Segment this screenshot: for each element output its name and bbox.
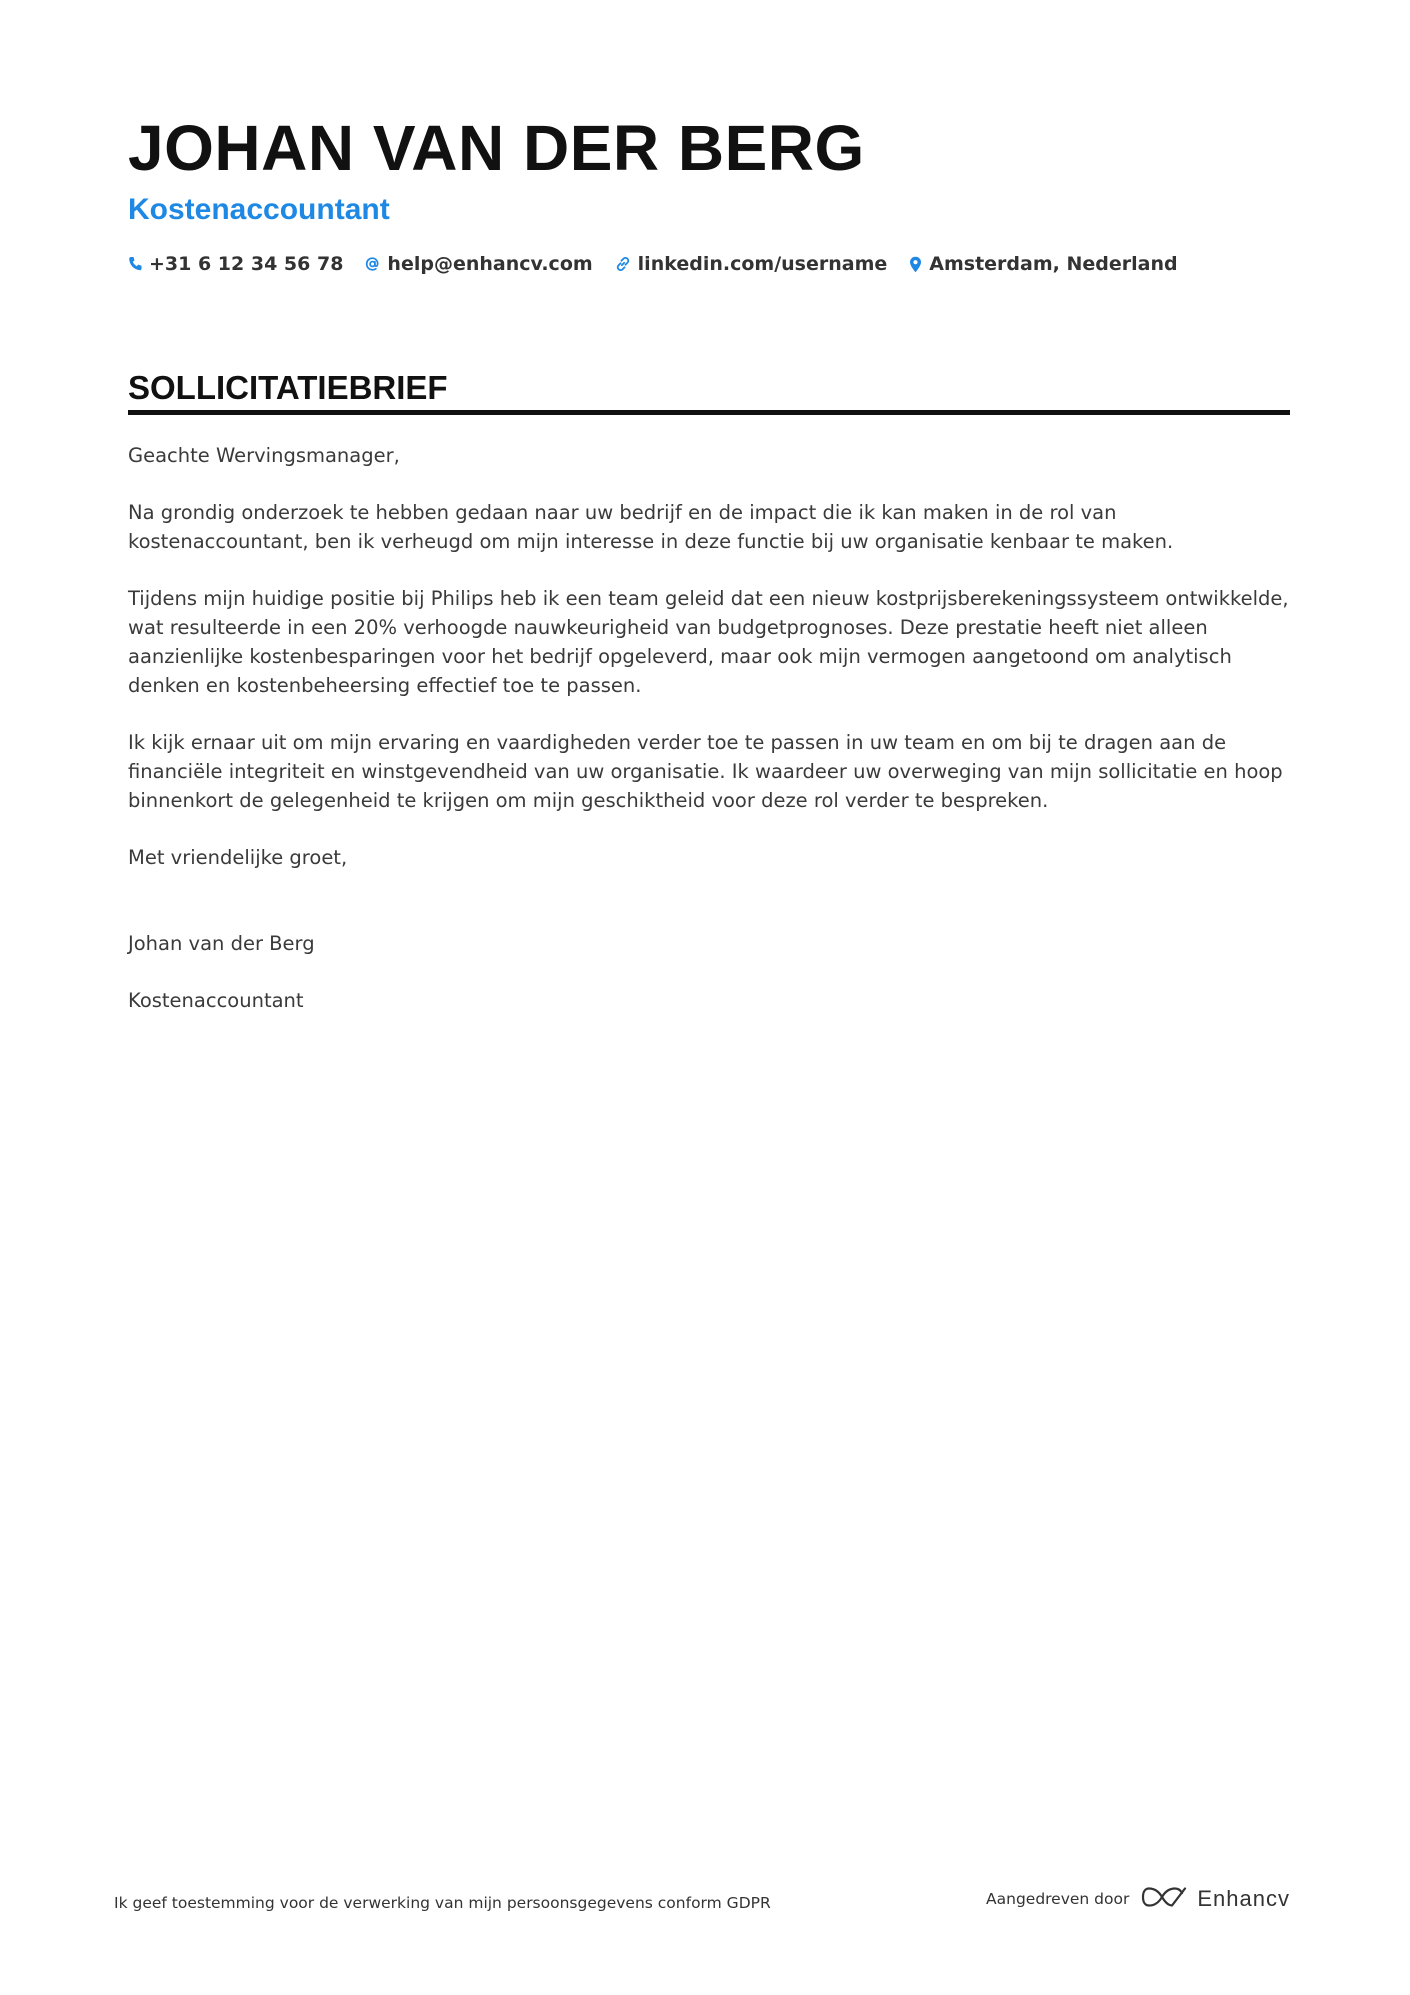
contact-phone[interactable] [128,253,343,275]
section-title: SOLLICITATIEBRIEF [128,369,448,406]
signature-title: Kostenaccountant [128,989,304,1012]
letter-body [128,441,1290,1043]
powered-by-label: Aangedreven door [986,1890,1130,1908]
location-text: Amsterdam, Nederland [929,253,1178,275]
contact-location [909,253,1177,275]
letter-paragraph: Ik kijk ernaar uit om mijn ervaring en vaardigheden verder toe te passen in uw team en om bij te dragen aan de financiële integriteit en winstgevendheid van uw organisatie. Ik waardeer uw overweging van mijn sollicitatie en hoop binnenkort de gelegenheid te krijgen om mijn geschiktheid voor deze rol verder te bespreken. [128,731,1283,812]
letter-closing: Met vriendelijke groet, [128,846,348,869]
contact-linkedin[interactable] [615,253,888,275]
contact-email[interactable] [365,253,592,275]
letter-paragraph: Tijdens mijn huidige positie bij Philips heb ik een team geleid dat een nieuw kostprijsberekeningssysteem ontwikkelde, wat resulteerde in een 20% verhoogde nauwkeurigheid van budgetprognoses. Deze prestatie heeft niet alleen aanzienlijke kostenbesparingen voor het bedrijf opgeleverd, maar ook mijn vermogen aangetoond om analytisch denken en kostenbeheersing effectief toe te passen. [128,587,1289,697]
applicant-role: Kostenaccountant [128,193,390,226]
link-icon [615,256,638,272]
letter-paragraph: Na grondig onderzoek te hebben gedaan naar uw bedrijf en de impact die ik kan maken in de rol van kostenaccountant, ben ik verheugd om mijn interesse in deze functie bij uw organisatie kenbaar te maken. [128,501,1174,553]
email-text: help@enhancv.com [387,253,593,275]
letter-salutation: Geachte Wervingsmanager, [128,444,400,467]
gdpr-consent: Ik geef toestemming voor de verwerking van mijn persoonsgegevens conform GDPR [114,1894,771,1912]
phone-text: +31 6 12 34 56 78 [149,253,344,275]
phone-icon [128,256,149,272]
linkedin-text: linkedin.com/username [637,253,888,275]
enhancv-brand: Enhancv [1197,1886,1290,1911]
location-pin-icon [909,256,929,273]
enhancv-logo-icon [1141,1885,1187,1913]
contact-bar [128,253,1200,275]
at-icon [365,256,387,272]
section-divider [128,410,1290,415]
applicant-name: JOHAN VAN DER BERG [128,112,865,184]
signature-name: Johan van der Berg [128,932,315,955]
powered-by[interactable] [986,1885,1290,1913]
